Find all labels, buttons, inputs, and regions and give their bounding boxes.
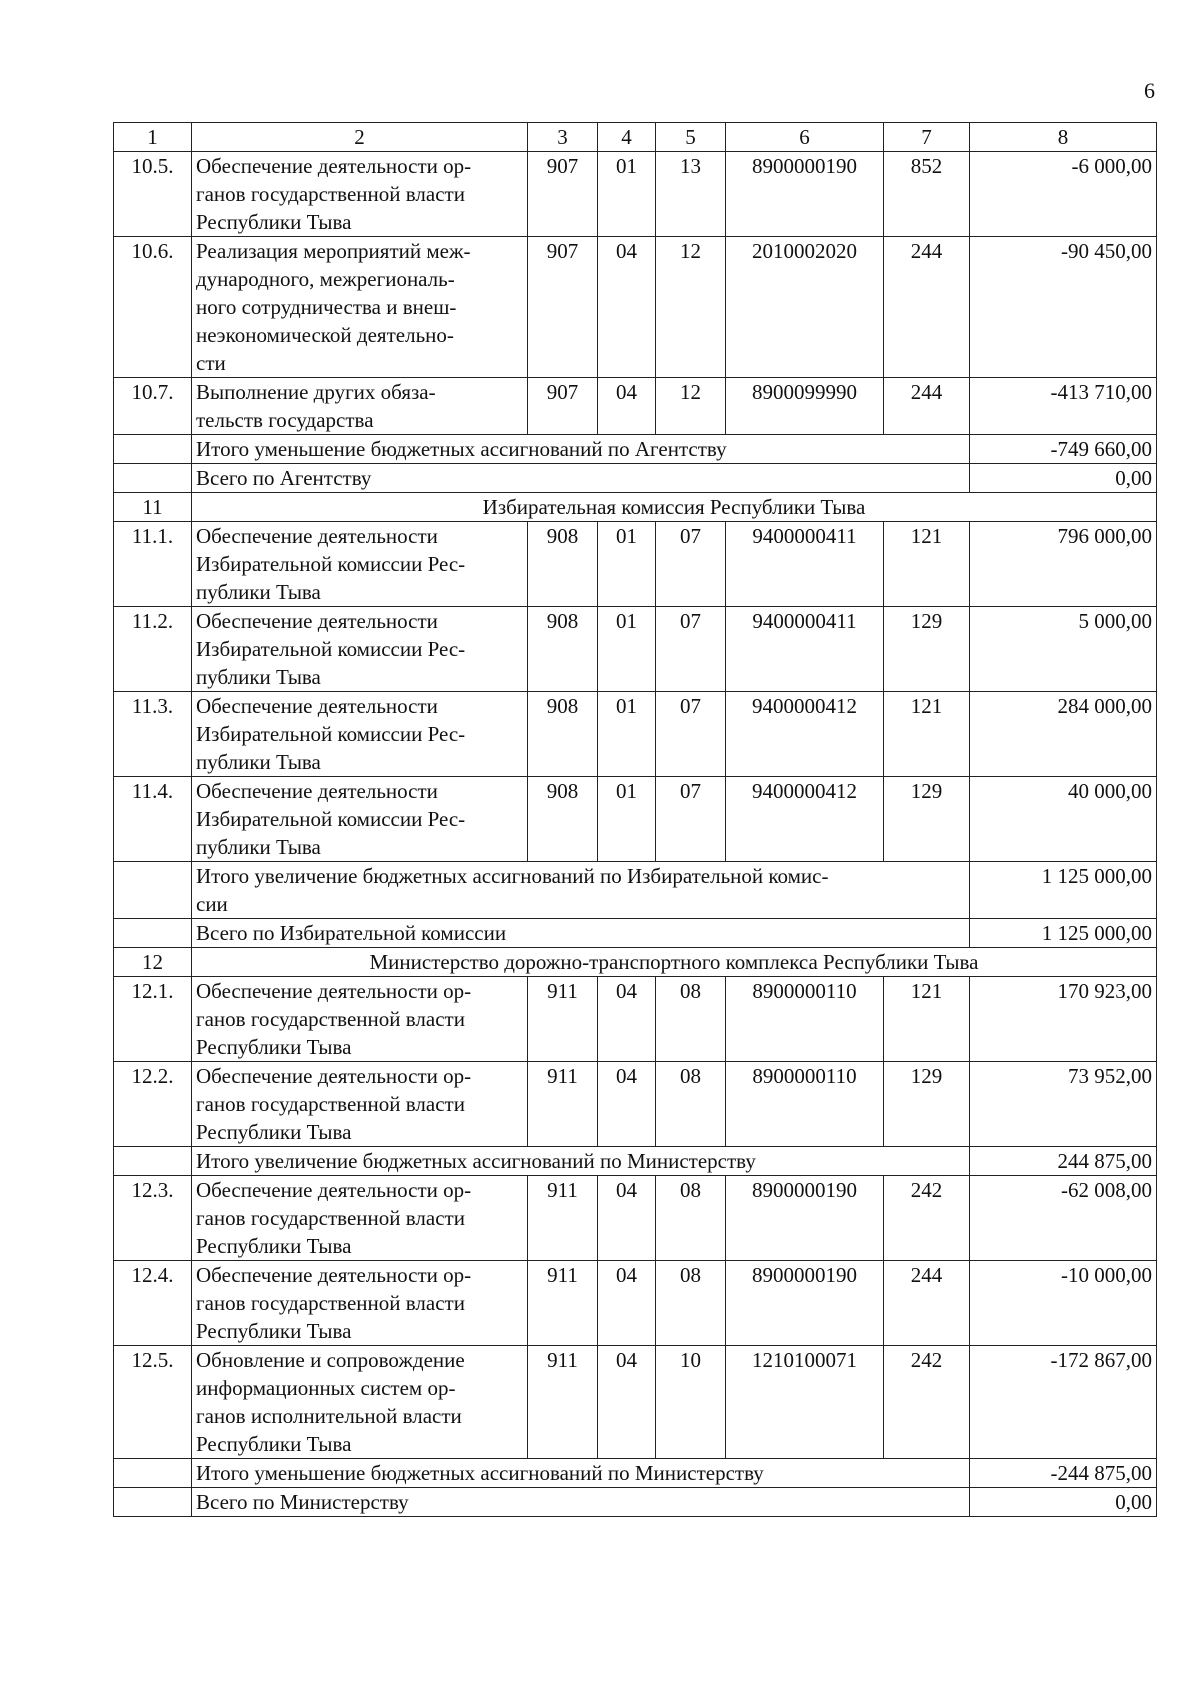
row-code-6: 9400000411 bbox=[726, 522, 884, 607]
row-number: 10.5. bbox=[114, 152, 192, 237]
row-code-4: 01 bbox=[598, 152, 656, 237]
row-code-4: 04 bbox=[598, 237, 656, 378]
row-amount: 40 000,00 bbox=[970, 777, 1157, 862]
row-code-5: 13 bbox=[656, 152, 726, 237]
table-row bbox=[114, 1062, 1157, 1147]
row-code-6: 9400000412 bbox=[726, 777, 884, 862]
row-amount: 5 000,00 bbox=[970, 607, 1157, 692]
total-row bbox=[114, 1459, 1157, 1488]
table-row bbox=[114, 692, 1157, 777]
section-title: Избирательная комиссия Республики Тыва bbox=[192, 493, 1157, 522]
section-number: 11 bbox=[114, 493, 192, 522]
header-cell: 1 bbox=[114, 123, 192, 152]
header-cell: 2 bbox=[192, 123, 528, 152]
total-row bbox=[114, 1488, 1157, 1517]
page-number: 6 bbox=[1144, 78, 1155, 103]
row-code-6: 8900000190 bbox=[726, 152, 884, 237]
row-amount: 796 000,00 bbox=[970, 522, 1157, 607]
row-number: 11.3. bbox=[114, 692, 192, 777]
row-number: 12.4. bbox=[114, 1261, 192, 1346]
row-name: Реализация мероприятий меж- дународного, межрегиональ- ного сотрудничества и внеш- неэкономической деятельно- сти bbox=[192, 237, 528, 378]
row-code-3: 911 bbox=[528, 977, 598, 1062]
row-code-3: 907 bbox=[528, 378, 598, 435]
row-code-6: 1210100071 bbox=[726, 1346, 884, 1459]
row-code-3: 908 bbox=[528, 522, 598, 607]
row-code-3: 911 bbox=[528, 1261, 598, 1346]
row-code-7: 121 bbox=[884, 977, 970, 1062]
row-code-4: 04 bbox=[598, 1261, 656, 1346]
total-row bbox=[114, 1147, 1157, 1176]
row-code-4: 04 bbox=[598, 977, 656, 1062]
row-code-7: 121 bbox=[884, 522, 970, 607]
row-number: 11.2. bbox=[114, 607, 192, 692]
row-code-6: 8900000110 bbox=[726, 1062, 884, 1147]
header-cell: 6 bbox=[726, 123, 884, 152]
row-number: 10.6. bbox=[114, 237, 192, 378]
row-code-7: 129 bbox=[884, 607, 970, 692]
row-code-3: 908 bbox=[528, 607, 598, 692]
row-code-6: 9400000412 bbox=[726, 692, 884, 777]
row-code-4: 04 bbox=[598, 1346, 656, 1459]
total-label: Итого увеличение бюджетных ассигнований по Министерству bbox=[192, 1147, 970, 1176]
total-row-number-cell bbox=[114, 1459, 192, 1488]
table-row bbox=[114, 152, 1157, 237]
section-row bbox=[114, 948, 1157, 977]
row-number: 11.4. bbox=[114, 777, 192, 862]
total-row bbox=[114, 464, 1157, 493]
row-number: 10.7. bbox=[114, 378, 192, 435]
row-code-3: 911 bbox=[528, 1062, 598, 1147]
row-amount: -6 000,00 bbox=[970, 152, 1157, 237]
row-amount: -10 000,00 bbox=[970, 1261, 1157, 1346]
table-header-row bbox=[114, 123, 1157, 152]
row-name: Выполнение других обяза- тельств государства bbox=[192, 378, 528, 435]
row-code-5: 07 bbox=[656, 692, 726, 777]
total-label: Итого уменьшение бюджетных ассигнований по Агентству bbox=[192, 435, 970, 464]
row-code-7: 244 bbox=[884, 378, 970, 435]
total-row bbox=[114, 919, 1157, 948]
row-number: 12.3. bbox=[114, 1176, 192, 1261]
section-number: 12 bbox=[114, 948, 192, 977]
row-code-6: 9400000411 bbox=[726, 607, 884, 692]
total-row-number-cell bbox=[114, 1488, 192, 1517]
row-code-3: 908 bbox=[528, 692, 598, 777]
row-code-7: 852 bbox=[884, 152, 970, 237]
total-amount: 0,00 bbox=[970, 464, 1157, 493]
total-amount: 244 875,00 bbox=[970, 1147, 1157, 1176]
row-name: Обеспечение деятельности Избирательной комиссии Рес- публики Тыва bbox=[192, 607, 528, 692]
row-number: 11.1. bbox=[114, 522, 192, 607]
section-row bbox=[114, 493, 1157, 522]
row-name: Обеспечение деятельности ор- ганов государственной власти Республики Тыва bbox=[192, 1176, 528, 1261]
row-amount: -62 008,00 bbox=[970, 1176, 1157, 1261]
row-code-5: 08 bbox=[656, 977, 726, 1062]
row-code-3: 907 bbox=[528, 237, 598, 378]
row-code-7: 242 bbox=[884, 1346, 970, 1459]
row-name: Обеспечение деятельности Избирательной комиссии Рес- публики Тыва bbox=[192, 522, 528, 607]
row-code-3: 908 bbox=[528, 777, 598, 862]
table-row bbox=[114, 1346, 1157, 1459]
total-row bbox=[114, 862, 1157, 919]
row-code-4: 04 bbox=[598, 378, 656, 435]
total-amount: -749 660,00 bbox=[970, 435, 1157, 464]
total-row-number-cell bbox=[114, 464, 192, 493]
row-name: Обеспечение деятельности Избирательной комиссии Рес- публики Тыва bbox=[192, 692, 528, 777]
header-cell: 8 bbox=[970, 123, 1157, 152]
row-code-4: 04 bbox=[598, 1062, 656, 1147]
header-cell: 3 bbox=[528, 123, 598, 152]
row-code-4: 04 bbox=[598, 1176, 656, 1261]
row-code-5: 08 bbox=[656, 1176, 726, 1261]
row-code-5: 10 bbox=[656, 1346, 726, 1459]
total-amount: 1 125 000,00 bbox=[970, 919, 1157, 948]
row-code-3: 911 bbox=[528, 1346, 598, 1459]
row-amount: -413 710,00 bbox=[970, 378, 1157, 435]
budget-table bbox=[113, 122, 1157, 1517]
header-cell: 4 bbox=[598, 123, 656, 152]
total-label: Итого увеличение бюджетных ассигнований по Избирательной комис- сии bbox=[192, 862, 970, 919]
row-code-4: 01 bbox=[598, 777, 656, 862]
table-row bbox=[114, 977, 1157, 1062]
row-code-7: 129 bbox=[884, 1062, 970, 1147]
total-amount: -244 875,00 bbox=[970, 1459, 1157, 1488]
row-code-5: 07 bbox=[656, 522, 726, 607]
row-code-4: 01 bbox=[598, 692, 656, 777]
total-row-number-cell bbox=[114, 435, 192, 464]
row-code-7: 121 bbox=[884, 692, 970, 777]
row-number: 12.1. bbox=[114, 977, 192, 1062]
row-code-6: 8900000190 bbox=[726, 1176, 884, 1261]
row-name: Обеспечение деятельности Избирательной комиссии Рес- публики Тыва bbox=[192, 777, 528, 862]
table-row bbox=[114, 607, 1157, 692]
row-code-5: 08 bbox=[656, 1062, 726, 1147]
section-title: Министерство дорожно-транспортного комплекса Республики Тыва bbox=[192, 948, 1157, 977]
header-cell: 7 bbox=[884, 123, 970, 152]
total-row-number-cell bbox=[114, 919, 192, 948]
table-row bbox=[114, 1176, 1157, 1261]
table-row bbox=[114, 522, 1157, 607]
total-label: Всего по Агентству bbox=[192, 464, 970, 493]
row-name: Обеспечение деятельности ор- ганов государственной власти Республики Тыва bbox=[192, 1261, 528, 1346]
row-name: Обеспечение деятельности ор- ганов государственной власти Республики Тыва bbox=[192, 1062, 528, 1147]
row-amount: 170 923,00 bbox=[970, 977, 1157, 1062]
total-amount: 0,00 bbox=[970, 1488, 1157, 1517]
row-code-4: 01 bbox=[598, 607, 656, 692]
row-name: Обновление и сопровождение информационных систем ор- ганов исполнительной власти Республики Тыва bbox=[192, 1346, 528, 1459]
row-code-3: 911 bbox=[528, 1176, 598, 1261]
row-name: Обеспечение деятельности ор- ганов государственной власти Республики Тыва bbox=[192, 977, 528, 1062]
row-amount: 284 000,00 bbox=[970, 692, 1157, 777]
row-code-7: 242 bbox=[884, 1176, 970, 1261]
row-code-5: 07 bbox=[656, 607, 726, 692]
total-row-number-cell bbox=[114, 862, 192, 919]
row-amount: -172 867,00 bbox=[970, 1346, 1157, 1459]
total-label: Всего по Избирательной комиссии bbox=[192, 919, 970, 948]
row-number: 12.5. bbox=[114, 1346, 192, 1459]
row-code-6: 8900000190 bbox=[726, 1261, 884, 1346]
table-row bbox=[114, 777, 1157, 862]
row-code-6: 8900099990 bbox=[726, 378, 884, 435]
total-label: Всего по Министерству bbox=[192, 1488, 970, 1517]
total-row-number-cell bbox=[114, 1147, 192, 1176]
row-name: Обеспечение деятельности ор- ганов государственной власти Республики Тыва bbox=[192, 152, 528, 237]
row-code-6: 2010002020 bbox=[726, 237, 884, 378]
table-row bbox=[114, 1261, 1157, 1346]
row-code-3: 907 bbox=[528, 152, 598, 237]
row-code-7: 129 bbox=[884, 777, 970, 862]
row-number: 12.2. bbox=[114, 1062, 192, 1147]
row-code-5: 08 bbox=[656, 1261, 726, 1346]
row-code-4: 01 bbox=[598, 522, 656, 607]
row-code-5: 12 bbox=[656, 378, 726, 435]
row-code-5: 12 bbox=[656, 237, 726, 378]
table-row bbox=[114, 237, 1157, 378]
row-amount: -90 450,00 bbox=[970, 237, 1157, 378]
row-amount: 73 952,00 bbox=[970, 1062, 1157, 1147]
row-code-5: 07 bbox=[656, 777, 726, 862]
header-cell: 5 bbox=[656, 123, 726, 152]
row-code-7: 244 bbox=[884, 1261, 970, 1346]
total-row bbox=[114, 435, 1157, 464]
table-row bbox=[114, 378, 1157, 435]
total-amount: 1 125 000,00 bbox=[970, 862, 1157, 919]
row-code-7: 244 bbox=[884, 237, 970, 378]
total-label: Итого уменьшение бюджетных ассигнований по Министерству bbox=[192, 1459, 970, 1488]
row-code-6: 8900000110 bbox=[726, 977, 884, 1062]
